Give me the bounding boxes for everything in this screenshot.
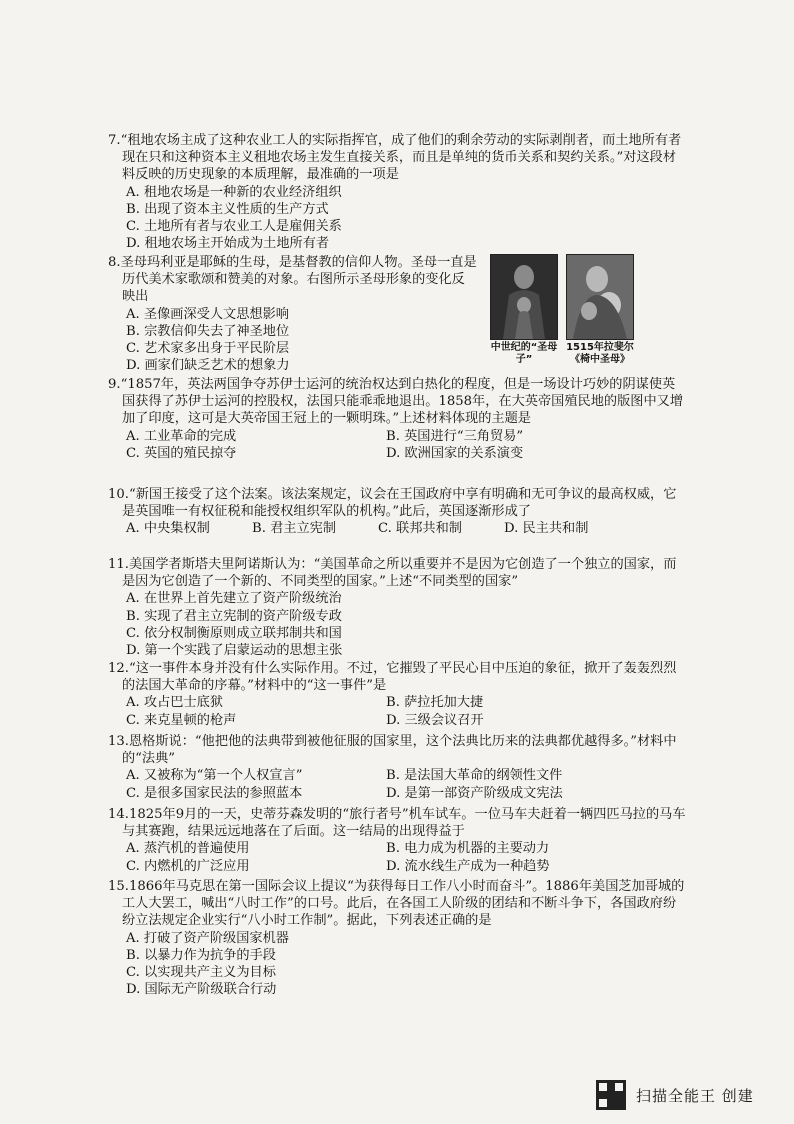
qr-code-icon	[596, 1080, 626, 1110]
question-7	[108, 132, 688, 252]
medieval-madonna-image	[490, 254, 558, 340]
question-12-option-d: D. 三级会议召开	[386, 712, 484, 728]
question-11-option-a: A. 在世界上首先建立了资产阶级统治	[126, 591, 342, 607]
question-15-stem: 15.1866年马克思在第一国际会议上提议“为获得每日工作八小时而奋斗”。1886年美国芝加哥城的工人大罢工，喊出“八时工作”的口号。此后，在各国工人阶级的团结和不断斗争下，各国政府纷纷立法规定企业实行“八小时工作制”。据此，下列表述正确的是	[108, 879, 685, 929]
question-8-option-a: A. 圣像画深受人文思想影响	[126, 306, 289, 322]
question-8-stem: 8.圣母玛利亚是耶稣的生母，是基督教的信仰人物。圣母一直是历代美术家歌颂和赞美的对象。右图所示圣母形象的变化反映出	[108, 255, 477, 305]
question-13-option-c: C. 是很多国家民法的参照蓝本	[126, 785, 303, 801]
image-caption-medieval: 中世纪的“圣母子”	[490, 342, 558, 365]
question-15-option-b: B. 以暴力作为抗争的手段	[126, 947, 276, 963]
question-15-option-d: D. 国际无产阶级联合行动	[126, 982, 277, 998]
question-14-option-d: D. 流水线生产成为一种趋势	[386, 858, 550, 874]
question-7-option-c: C. 土地所有者与农业工人是雇佣关系	[126, 219, 342, 235]
question-9-option-a: A. 工业革命的完成	[126, 428, 237, 444]
question-13-stem: 13.恩格斯说：“他把他的法典带到被他征服的国家里，这个法典比历来的法典都优越得多。”材料中的“法典”	[108, 734, 677, 767]
question-10-option-d: D. 民主共和制	[504, 521, 589, 537]
question-12-option-a: A. 攻占巴士底狱	[126, 695, 224, 711]
question-7-stem: 7.“租地农场主成了这种农业工人的实际指挥官，成了他们的剩余劳动的实际剥削者，而土地所有者现在只和这种资本主义租地农场主发生直接关系，而且是单纯的货币关系和契约关系。”对这段材料反映的历史现象的本质理解，最准确的一项是	[108, 133, 682, 183]
question-10-option-c: C. 联邦共和制	[378, 521, 462, 537]
question-11-option-b: B. 实现了君主立宪制的资产阶级专政	[126, 608, 342, 624]
question-13	[108, 733, 688, 802]
question-9-stem: 9.“1857年，英法两国争夺苏伊士运河的统治权达到白热化的程度，但是一场设计巧妙的阴谋使英国获得了苏伊士运河的控股权，法国只能乖乖地退出。1858年，在大英帝国殖民地的版图中又增加了印度，这可是大英帝国王冠上的一颗明珠。”上述材料体现的主题是	[108, 377, 684, 427]
question-12-option-b: B. 萨拉托加大捷	[386, 695, 484, 711]
question-8	[108, 254, 478, 374]
question-7-option-d: D. 租地农场主开始成为土地所有者	[126, 236, 330, 252]
question-15-option-c: C. 以实现共产主义为目标	[126, 965, 276, 981]
question-13-option-d: D. 是第一部资产阶级成文宪法	[386, 785, 563, 801]
question-9-option-b: B. 英国进行“三角贸易”	[386, 428, 524, 444]
question-14	[108, 806, 688, 875]
question-15	[108, 878, 688, 998]
question-12	[108, 660, 688, 729]
image-caption-raphael: 1515年拉斐尔《椅中圣母》	[566, 342, 634, 365]
question-9-option-d: D. 欧洲国家的关系演变	[386, 445, 524, 461]
question-13-option-b: B. 是法国大革命的纲领性文件	[386, 768, 563, 784]
question-14-option-a: A. 蒸汽机的普遍使用	[126, 841, 250, 857]
question-8-option-c: C. 艺术家多出身于平民阶层	[126, 341, 290, 357]
question-7-option-b: B. 出现了资本主义性质的生产方式	[126, 201, 329, 217]
question-7-option-a: A. 租地农场是一种新的农业经济组织	[126, 184, 342, 200]
question-11	[108, 556, 688, 659]
question-8-option-d: D. 画家们缺乏艺术的想象力	[126, 358, 290, 374]
question-14-stem: 14.1825年9月的一天，史蒂芬森发明的“旅行者号”机车试车。一位马车夫赶着一辆四匹马拉的马车与其赛跑，结果远远地落在了后面。这一结局的出现得益于	[108, 807, 686, 840]
question-12-option-c: C. 来克星顿的枪声	[126, 712, 237, 728]
question-14-option-b: B. 电力成为机器的主要动力	[386, 841, 550, 857]
question-14-option-c: C. 内燃机的广泛应用	[126, 858, 250, 874]
question-10-option-b: B. 君主立宪制	[252, 521, 337, 537]
question-13-option-a: A. 又被称为“第一个人权宣言”	[126, 768, 303, 784]
question-10	[108, 486, 688, 538]
question-15-option-a: A. 打破了资产阶级国家机器	[126, 930, 289, 946]
question-10-option-a: A. 中央集权制	[126, 521, 210, 537]
question-11-option-c: C. 依分权制衡原则成立联邦制共和国	[126, 625, 342, 641]
question-11-stem: 11.美国学者斯塔夫里阿诺斯认为：“美国革命之所以重要并不是因为它创造了一个独立的国家，而是因为它创造了一个新的、不同类型的国家。”上述“不同类型的国家”	[108, 557, 677, 590]
watermark-text: 扫描全能王 创建	[636, 1086, 754, 1105]
question-8-option-b: B. 宗教信仰失去了神圣地位	[126, 323, 290, 339]
question-10-stem: 10.“新国王接受了这个法案。该法案规定，议会在王国政府中享有明确和无可争议的最高权威，它是英国唯一有权征税和能授权组织军队的机构。”此后，英国逐渐形成了	[108, 487, 677, 520]
raphael-madonna-image	[566, 254, 634, 340]
question-12-stem: 12.“这一事件本身并没有什么实际作用。不过，它摧毁了平民心目中压迫的象征，掀开了轰轰烈烈的法国大革命的序幕。”材料中的“这一事件”是	[108, 661, 677, 694]
question-9	[108, 376, 688, 462]
scanner-watermark	[596, 1080, 754, 1110]
question-11-option-d: D. 第一个实践了启蒙运动的思想主张	[126, 643, 343, 659]
question-9-option-c: C. 英国的殖民掠夺	[126, 445, 237, 461]
